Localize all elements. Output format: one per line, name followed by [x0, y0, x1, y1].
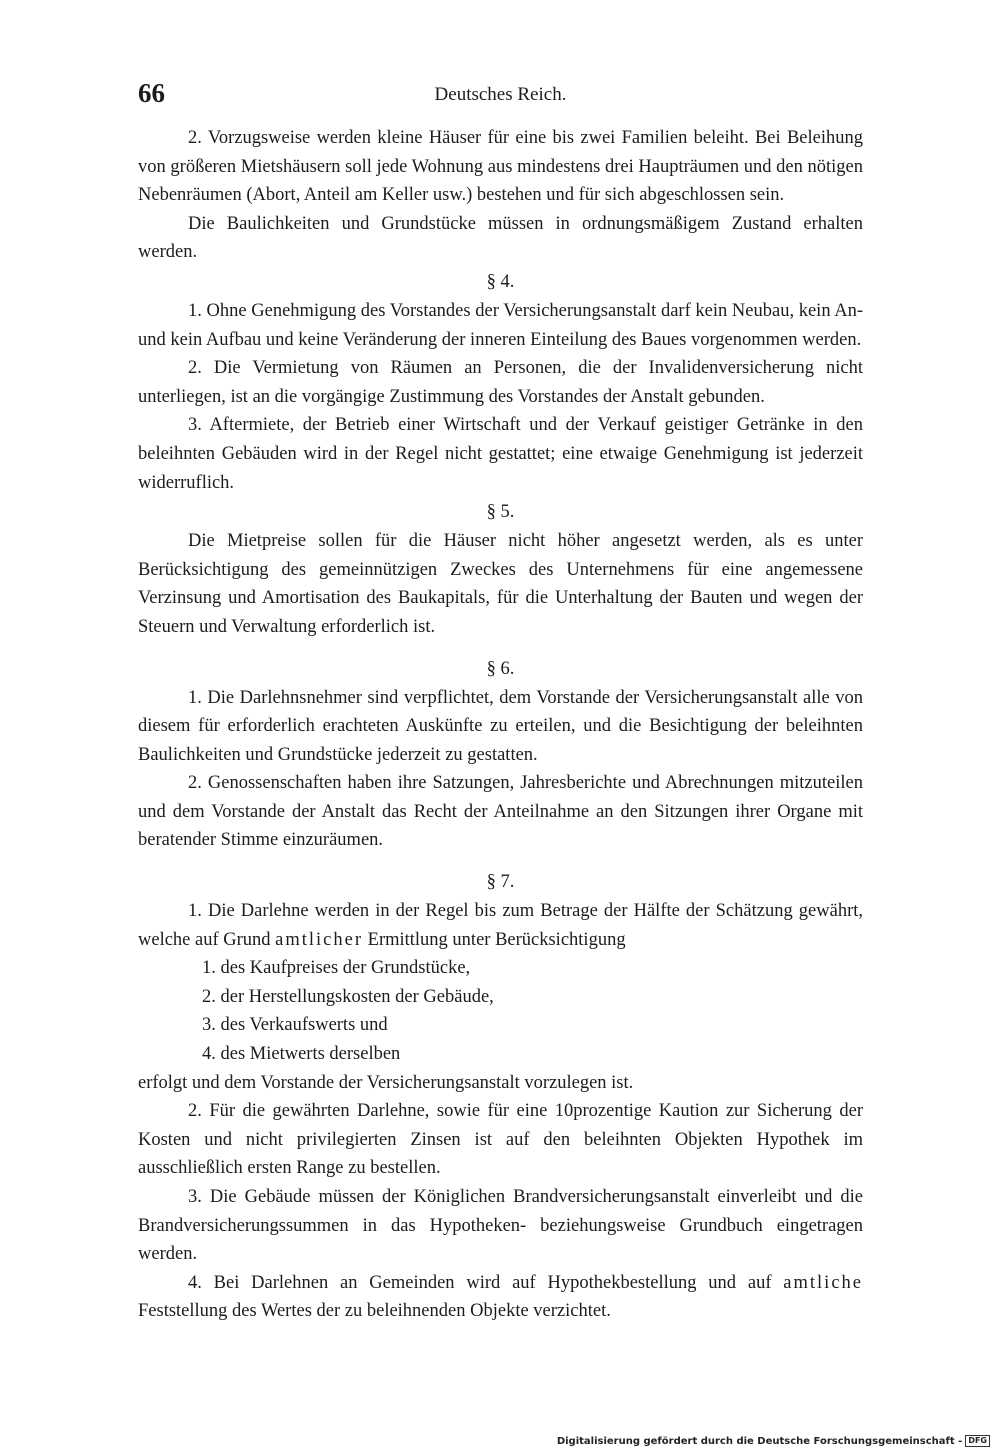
paragraph	[138, 897, 863, 954]
section-heading: § 6.	[486, 658, 515, 679]
criteria-list	[138, 954, 863, 1068]
paragraph: erfolgt und dem Vorstande der Versicherungsanstalt vorzulegen ist.	[138, 1072, 634, 1093]
running-head: Deutsches Reich.	[434, 84, 567, 105]
section-heading: § 5.	[486, 502, 515, 523]
spaced-text: amtlicher	[275, 929, 364, 950]
list-item: 4. des Mietwerts derselben	[202, 1044, 401, 1065]
paragraph: 2. Vorzugsweise werden kleine Häuser für eine bis zwei Familien beleiht. Bei Beleihung von größeren Mietshäusern soll jede Wohnung aus mindestens drei Haupträumen und den nötigen Nebenräumen (Abort, Anteil am Keller usw.) bestehen und für sich abgeschlossen sein.	[138, 128, 863, 206]
paragraph: 1. Die Darlehnsnehmer sind verpflichtet, dem Vorstande der Versicherungsanstalt alle von diesem für erforderlich erachteten Auskünfte zu erteilen, und die Besichtigung der beleihnten Baulichkeiten und Grundstücke jederzeit zu gestatten.	[138, 687, 863, 765]
text-run: 1. Die Darlehne werden in der Regel bis zum Betrage der Hälfte der Schätzung gewährt, welche auf Grund	[138, 901, 863, 950]
list-item: 3. des Verkaufswerts und	[202, 1015, 388, 1036]
paragraph	[138, 1269, 863, 1326]
paragraph: 3. Die Gebäude müssen der Königlichen Brandversicherungsanstalt einverleibt und die Brandversicherungssummen in das Hypotheken- beziehungsweise Grundbuch eingetragen werden.	[138, 1187, 863, 1265]
page-body	[138, 124, 863, 1326]
paragraph: Die Mietpreise sollen für die Häuser nicht höher angesetzt werden, als es unter Berücksichtigung des gemeinnützigen Zweckes des Unternehmens für eine angemessene Verzinsung und Amortisation des Baukapitals, für die Unterhaltung der Bauten und wegen der Steuern und Verwaltung erforderlich ist.	[138, 531, 863, 637]
paragraph: 2. Für die gewährten Darlehne, sowie für eine 10prozentige Kaution zur Sicherung der Kosten und nicht privilegierten Zinsen ist auf den beleihnten Objekten Hypothek im ausschließlich ersten Range zu bestellen.	[138, 1101, 863, 1179]
paragraph: 3. Aftermiete, der Betrieb einer Wirtschaft und der Verkauf geistiger Getränke in den beleihnten Gebäuden wird in der Regel nicht gestattet; eine etwaige Genehmigung ist jederzeit widerruflich.	[138, 415, 863, 493]
text-run: 4. Bei Darlehnen an Gemeinden wird auf Hypothekbestellung und auf	[188, 1272, 772, 1293]
dfg-logo-icon: DFG	[965, 1435, 990, 1447]
section-heading: § 7.	[486, 872, 515, 893]
list-item: 2. der Herstellungskosten der Gebäude,	[202, 986, 494, 1007]
digitization-credit	[557, 1435, 990, 1447]
page-number: 66	[138, 78, 165, 108]
credit-text: Digitalisierung gefördert durch die Deutsche Forschungsgemeinschaft -	[556, 1436, 963, 1447]
page-header	[138, 78, 863, 118]
paragraph: 2. Die Vermietung von Räumen an Personen, die der Invalidenversicherung nicht unterliegen, ist an die vorgängige Zustimmung des Vorstandes der Anstalt gebunden.	[138, 358, 863, 407]
paragraph: 1. Ohne Genehmigung des Vorstandes der Versicherungsanstalt darf kein Neubau, kein An- und kein Aufbau und keine Veränderung der inneren Einteilung des Baues vorgenommen werden.	[138, 300, 863, 350]
text-run: Feststellung des Wertes der zu beleihnenden Objekte verzichtet.	[138, 1301, 611, 1322]
spaced-text: amtliche	[783, 1272, 863, 1293]
section-heading: § 4.	[486, 271, 515, 292]
text-run: Ermittlung unter Berücksichtigung	[367, 929, 626, 950]
paragraph: Die Baulichkeiten und Grundstücke müssen in ordnungsmäßigem Zustand erhalten werden.	[138, 213, 863, 263]
list-item: 1. des Kaufpreises der Grundstücke,	[202, 958, 471, 979]
paragraph: 2. Genossenschaften haben ihre Satzungen, Jahresberichte und Abrechnungen mitzuteilen und dem Vorstande der Anstalt das Recht der Anteilnahme an den Sitzungen ihrer Organe mit beratender Stimme einzuräumen.	[138, 773, 863, 851]
